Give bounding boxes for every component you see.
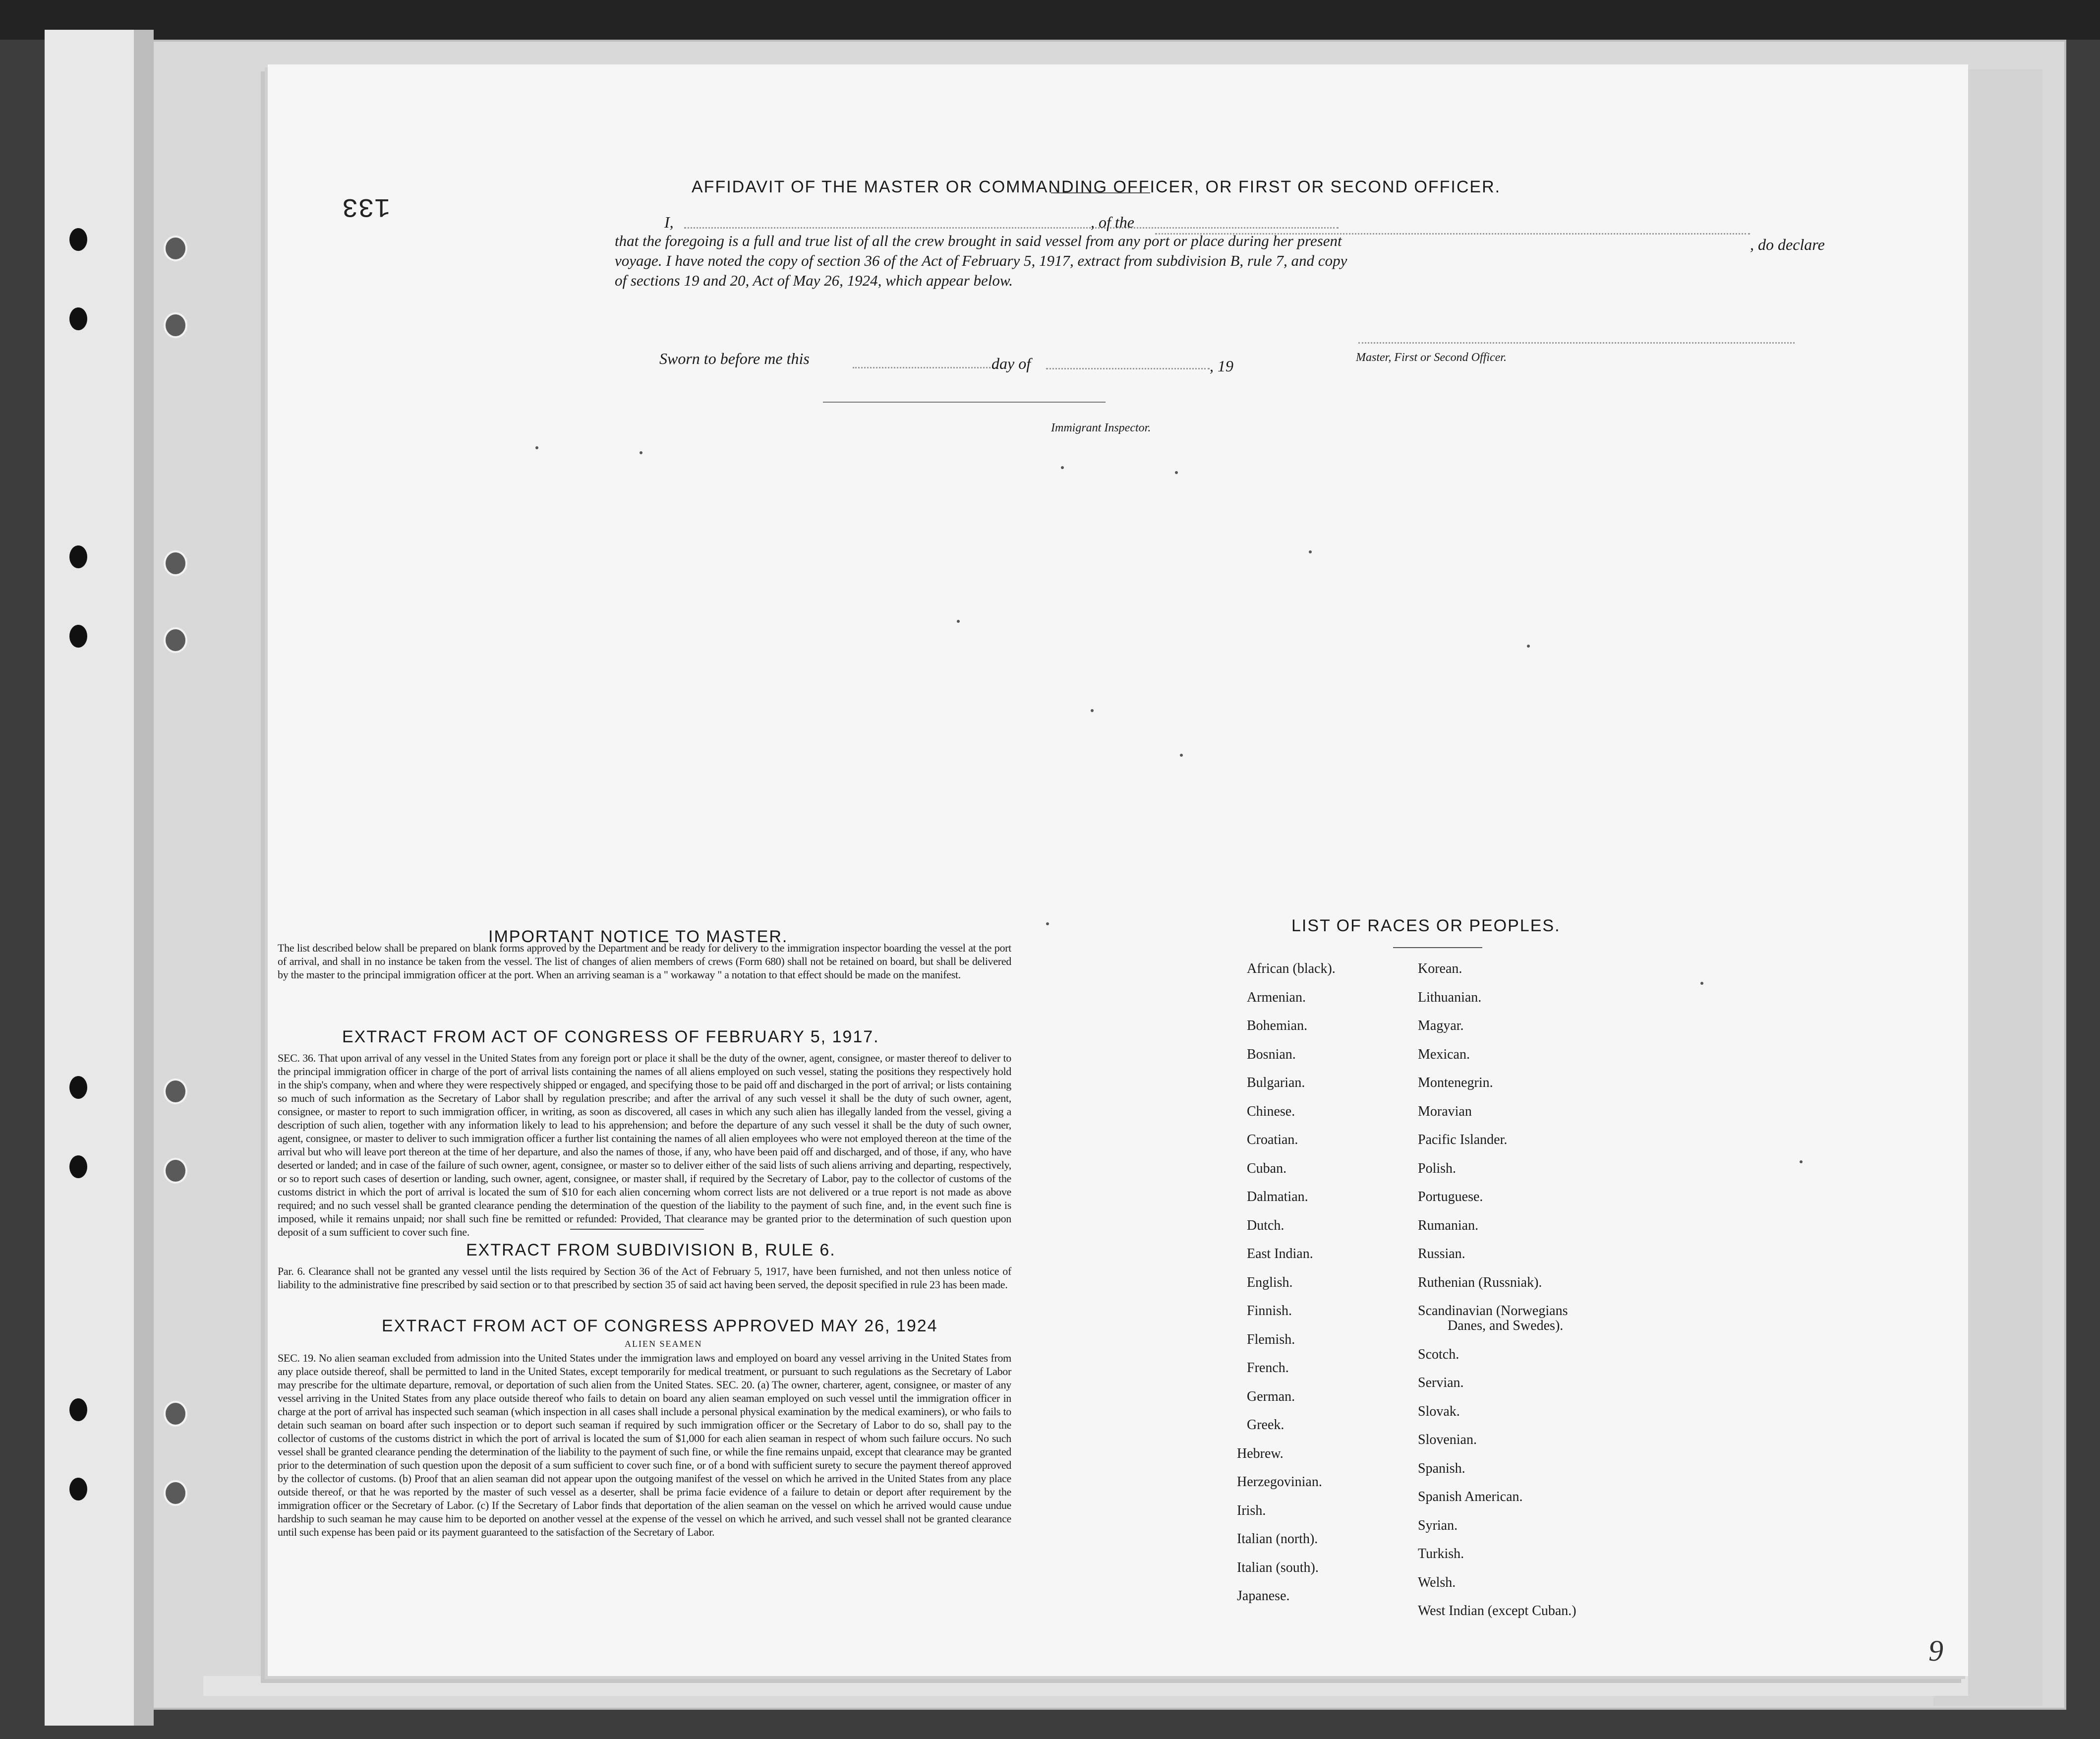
extract-1924-body: SEC. 19. No alien seaman excluded from admission into the United States under the immigration laws and employed on board any vessel arriving in the United States from any place outside thereof, shall be permitted to land in the United States, except temporarily for medical treatment, or pursuant to such regulations as the Secretary of Labor may prescribe for the ultimate departure, removal, or deportation of such alien from the United States. SEC. 20. (a) The owner, charterer, agent, consignee, or master of any vessel arriving in the United States from any place outside thereof who fails to detain on board any alien seaman employed on such vessel until the immigration officer in charge at the port of arrival has inspected such seaman (which inspection in all cases shall include a personal physical examination by the medical examiners), or who fails to detain such seaman on board after such inspection or to deport such seaman if required by such immigration officer or the Secretary of Labor to do so, shall pay to the collector of customs of the customs district in which the port of arrival is located the sum of $1,000 for each alien seaman in respect of whom such failure occurs. No such vessel shall be granted clearance pending the determination of the liability to the payment of such fine, or while the fine remains unpaid, except that clearance may be granted prior to the determination of such question upon the deposit of a sum sufficient to cover such fine, or of a bond with sufficient surety to secure the payment thereof approved by the collector of customs. (b) Proof that an alien seaman did not appear upon the outgoing manifest of the vessel on which he arrived in the United States from any place outside thereof, or that he was reported by the master of such vessel as a deserter, shall be prima facie evidence of a failure to detain or deport after requirement by the immigration officer or the Secretary of Labor. (c) If the Secretary of Labor finds that deportation of the alien seaman on the vessel on which he arrived would cause undue hardship to such seaman he may cause him to be deported on another vessel at the expense of the vessel on which he arrived, and such vessel shall not be granted clearance until such expense has been paid or its payment guaranteed to the satisfaction of the Secretary of Labor. [278, 1352, 1011, 1538]
bleed-mark [1800, 1160, 1803, 1163]
inspector-signature-line [823, 402, 1106, 403]
sworn-date-blank [853, 367, 996, 368]
bleed-mark [1061, 466, 1064, 469]
bleed-mark [1309, 550, 1312, 553]
binding-hole [69, 1478, 87, 1500]
race-item: Scotch. [1418, 1346, 1459, 1362]
race-item: Danes, and Swedes). [1448, 1318, 1564, 1333]
name-blank [684, 227, 1339, 229]
race-item: Polish. [1418, 1160, 1457, 1176]
punch-hole [164, 236, 187, 261]
race-item: Welsh. [1418, 1574, 1456, 1590]
race-item: Japanese. [1237, 1588, 1290, 1604]
binding-hole [69, 545, 87, 568]
race-item: Slovenian. [1418, 1432, 1477, 1447]
race-item: Moravian [1418, 1103, 1472, 1119]
punch-hole [164, 1158, 187, 1184]
page-bottom-edge [203, 1676, 1968, 1696]
bleed-mark [1700, 982, 1703, 985]
punch-hole [164, 627, 187, 653]
sworn-year: , 19 [1210, 357, 1233, 375]
race-item: Irish. [1237, 1502, 1266, 1518]
scanner-edge [0, 0, 2100, 40]
race-item: West Indian (except Cuban.) [1418, 1603, 1576, 1619]
affidavit-title-rule [1051, 192, 1150, 193]
punch-hole [164, 1401, 187, 1427]
inspector-caption: Immigrant Inspector. [1051, 421, 1151, 434]
bleed-mark [1091, 709, 1094, 712]
corner-mark: 9 [1928, 1634, 1943, 1667]
race-item: Rumanian. [1418, 1217, 1479, 1233]
binding-strip [45, 30, 142, 1726]
affidavit-line1-prefix: I, [664, 213, 674, 231]
race-item: Turkish. [1418, 1546, 1464, 1561]
race-item: Montenegrin. [1418, 1075, 1493, 1090]
race-item: Portuguese. [1418, 1189, 1483, 1204]
race-item: Cuban. [1247, 1160, 1287, 1176]
notice-title: IMPORTANT NOTICE TO MASTER. [488, 927, 788, 946]
race-item: Pacific Islander. [1418, 1132, 1508, 1147]
race-item: Dutch. [1247, 1217, 1284, 1233]
punch-hole [164, 550, 187, 576]
race-item: Flemish. [1247, 1331, 1295, 1347]
race-item: Hebrew. [1237, 1445, 1283, 1461]
race-item: Ruthenian (Russniak). [1418, 1274, 1542, 1290]
bleed-mark [1527, 645, 1530, 648]
race-item: Finnish. [1247, 1303, 1292, 1319]
race-item: Italian (south). [1237, 1559, 1319, 1575]
extract-1917-body: SEC. 36. That upon arrival of any vessel in the United States from any foreign port or place it shall be the duty of the owner, agent, consignee, or master thereof to deliver to the principal immigration officer in charge of the port of arrival lists containing the names of all aliens employed on such vessel, stating the positions they respectively hold in the ship's company, when and where they were respectively shipped or engaged, and specifying those to be paid off and discharged in the port of arrival; or lists containing so much of such information as the Secretary of Labor shall by regulation prescribe; and after the arrival of any such vessel it shall be the duty of such owner, agent, consignee, or master to report to such immigration officer, in writing, as soon as discovered, all cases in which any such alien has illegally landed from the vessel, giving a description of such alien, together with any information likely to lead to his apprehension; and before the departure of any such vessel it shall be the duty of such owner, agent, consignee, or master to deliver to such immigration officer a further list containing the names of all alien employees who were not employed thereon at the time of the arrival but who will leave port thereon at the time of her departure, and also the names of those, if any, who have been paid off and discharged, and of those, if any, who have deserted or landed; and in case of the failure of such owner, agent, consignee, or master so to deliver either of the said lists of such aliens arriving and departing, respectively, or so to report such cases of desertion or landing, such owner, agent, consignee, or master shall, if required by the Secretary of Labor, pay to the collector of customs of the customs district in which the port of arrival is located the sum of $10 for each alien concerning whom correct lists are not delivered or a true report is not made as above required; and no such vessel shall be granted clearance pending the determination of the question of the liability to the payment of such fine, and, in the event such fine is imposed, while it remains unpaid; nor shall such fine be remitted or refunded: Provided, That clearance may be granted prior to the determination of such question upon deposit of a sum sufficient to cover such fine. [278, 1052, 1011, 1238]
races-title-rule [1393, 947, 1482, 948]
bleed-mark [957, 620, 960, 623]
race-item: Herzegovinian. [1237, 1474, 1322, 1490]
race-item: Mexican. [1418, 1046, 1470, 1062]
affidavit-of-the: , of the [1091, 213, 1134, 231]
race-item: Bulgarian. [1247, 1075, 1305, 1090]
affidavit-line2: that the foregoing is a full and true list of all the crew brought in said vessel from any port or place during her present [615, 232, 1342, 249]
race-item: African (black). [1247, 961, 1336, 976]
race-item: Spanish American. [1418, 1489, 1523, 1504]
punch-hole [164, 1480, 187, 1506]
bleed-mark [1175, 471, 1178, 474]
manifest-page [268, 64, 1968, 1676]
bleed-mark [535, 446, 538, 449]
binding-hole [69, 1155, 87, 1178]
race-item: Russian. [1418, 1246, 1465, 1261]
extract-1924-subtitle: ALIEN SEAMEN [625, 1339, 702, 1349]
page-stamp-number: 133 [342, 191, 391, 221]
notice-body: The list described below shall be prepared on blank forms approved by the Department and be ready for delivery to the immigration inspector boarding the vessel at the port of arrival, and shall in no instance be taken from the vessel. The list of changes of alien members of crews (Form 680) shall not be retained on board, but shall be delivered by the master to the principal immigration officer at the port. When an arriving seaman is a " workaway " a notation to that effect should be made on the manifest. [278, 942, 1011, 981]
extract-rule6-title: EXTRACT FROM SUBDIVISION B, RULE 6. [466, 1241, 836, 1259]
race-item: Bosnian. [1247, 1046, 1296, 1062]
sworn-month-blank [1046, 368, 1210, 369]
race-item: Italian (north). [1237, 1531, 1318, 1547]
affidavit-do-declare: , do declare [1750, 236, 1825, 253]
bleed-mark [1180, 754, 1183, 757]
race-item: Syrian. [1418, 1517, 1458, 1533]
race-item: Chinese. [1247, 1103, 1295, 1119]
race-item: Greek. [1247, 1417, 1284, 1433]
binding-hole [69, 1076, 87, 1099]
race-item: Magyar. [1418, 1018, 1464, 1033]
sworn-day-of: day of [992, 355, 1031, 372]
master-signature-caption: Master, First or Second Officer. [1356, 351, 1507, 364]
sworn-prefix: Sworn to before me this [659, 350, 810, 367]
race-item: Croatian. [1247, 1132, 1298, 1147]
race-item: French. [1247, 1360, 1289, 1376]
bleed-mark [1046, 922, 1049, 925]
punch-hole [164, 1079, 187, 1104]
race-item: Lithuanian. [1418, 989, 1482, 1005]
race-item: Bohemian. [1247, 1018, 1308, 1033]
section-divider [570, 1229, 704, 1230]
binding-hole [69, 625, 87, 648]
punch-hole [164, 312, 187, 338]
affidavit-line4: of sections 19 and 20, Act of May 26, 1924, which appear below. [615, 272, 1013, 289]
races-title: LIST OF RACES OR PEOPLES. [1291, 916, 1561, 935]
binding-hole [69, 307, 87, 330]
race-item: Servian. [1418, 1375, 1464, 1390]
binding-strip-edge [134, 30, 154, 1726]
race-item: English. [1247, 1274, 1293, 1290]
extract-1924-title: EXTRACT FROM ACT OF CONGRESS APPROVED MAY 26, 1924 [382, 1317, 938, 1335]
master-signature-blank [1358, 342, 1795, 344]
race-item: Spanish. [1418, 1460, 1465, 1476]
race-item: Armenian. [1247, 989, 1306, 1005]
race-item: East Indian. [1247, 1246, 1313, 1261]
race-item: Korean. [1418, 961, 1462, 976]
binding-hole [69, 228, 87, 251]
race-item: German. [1247, 1388, 1295, 1404]
extract-rule6-body: Par. 6. Clearance shall not be granted any vessel until the lists required by Section 36 of the Act of February 5, 1917, have been furnished, and not then unless notice of liability to the administrative fine prescribed by said section or to that prescribed by section 35 of said act having been served, the deposit specified in rule 23 has been made. [278, 1265, 1011, 1291]
binding-hole [69, 1398, 87, 1421]
race-item: Scandinavian (Norwegians [1418, 1303, 1568, 1319]
race-item: Slovak. [1418, 1403, 1460, 1419]
affidavit-title: AFFIDAVIT OF THE MASTER OR COMMANDING OFFICER, OR FIRST OR SECOND OFFICER. [692, 178, 1501, 196]
extract-1917-title: EXTRACT FROM ACT OF CONGRESS OF FEBRUARY 5, 1917. [342, 1027, 879, 1046]
bleed-mark [640, 451, 642, 454]
race-item: Dalmatian. [1247, 1189, 1308, 1204]
affidavit-line3: voyage. I have noted the copy of section 36 of the Act of February 5, 1917, extract from subdivision B, rule 7, and copy [615, 252, 1347, 269]
